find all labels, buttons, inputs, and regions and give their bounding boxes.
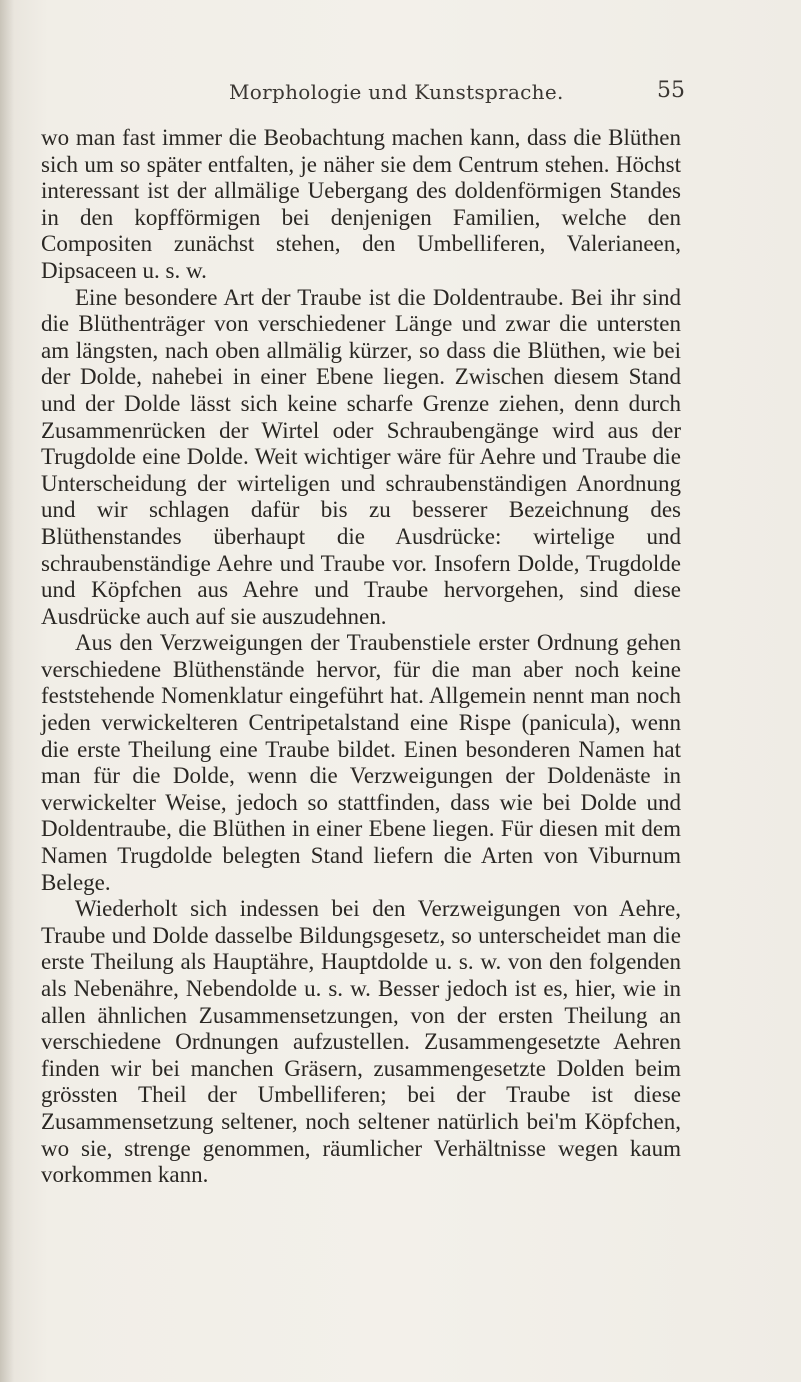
paragraph-4: Wiederholt sich indessen bei den Verzweigungen von Aehre, Traube und Dolde dasselbe Bildungsgesetz, so unterscheidet man die erste Theilung als Hauptähre, Hauptdolde u. s. w. von den folgenden als Nebenähre, Nebendolde u. s. w. Besser jedoch ist es, hier, wie in allen ähnlichen Zusammensetzungen, von der ersten Theilung an verschiedene Ordnungen aufzustellen. Zusammengesetzte Aehren finden wir bei manchen Gräsern, zusammengesetzte Dolden beim grössten Theil der Umbelliferen; bei der Traube ist diese Zusammensetzung seltener, noch seltener natürlich bei'm Köpfchen, wo sie, strenge genommen, räumlicher Verhältnisse wegen kaum vorkommen kann. xyxy=(41,896,681,1188)
page-binding-edge xyxy=(0,0,14,1382)
page-number: 55 xyxy=(657,78,685,103)
paragraph-1: wo man fast immer die Beobachtung machen kann, dass die Blüthen sich um so später entfalten, je näher sie dem Centrum stehen. Höchst interessant ist der allmälige Uebergang des doldenförmigen Standes in den kopfförmigen bei denjenigen Familien, welche den Compositen zunächst stehen, den Umbelliferen, Valerianeen, Dipsaceen u. s. w. xyxy=(41,125,681,283)
running-head xyxy=(0,80,801,110)
body-text xyxy=(41,125,681,1189)
paragraph-2: Eine besondere Art der Traube ist die Doldentraube. Bei ihr sind die Blüthenträger von verschiedener Länge und zwar die untersten am längsten, nach oben allmälig kürzer, so dass die Blüthen, wie bei der Dolde, nahebei in einer Ebene liegen. Zwischen diesem Stand und der Dolde lässt sich keine scharfe Grenze ziehen, denn durch Zusammenrücken der Wirtel oder Schraubengänge wird aus der Trugdolde eine Dolde. Weit wichtiger wäre für Aehre und Traube die Unterscheidung der wirteligen und schraubenständigen Anordnung und wir schlagen dafür bis zu besserer Bezeichnung des Blüthenstandes überhaupt die Ausdrücke: wirtelige und schraubenständige Aehre und Traube vor. Insofern Dolde, Trugdolde und Köpfchen aus Aehre und Traube hervorgehen, sind diese Ausdrücke auch auf sie auszudehnen. xyxy=(41,284,681,629)
paragraph-3: Aus den Verzweigungen der Traubenstiele erster Ordnung gehen verschiedene Blüthenstände hervor, für die man aber noch keine feststehende Nomenklatur eingeführt hat. Allgemein nennt man noch jeden verwickelteren Centripetalstand eine Rispe (panicula), wenn die erste Theilung eine Traube bildet. Einen besonderen Namen hat man für die Dolde, wenn die Verzweigungen der Doldenäste in verwickelter Weise, jedoch so stattfinden, dass wie bei Dolde und Doldentraube, die Blüthen in einer Ebene liegen. Für diesen mit dem Namen Trugdolde belegten Stand liefern die Arten von Viburnum Belege. xyxy=(41,630,681,895)
running-title: Morphologie und Kunstsprache. xyxy=(229,80,564,104)
